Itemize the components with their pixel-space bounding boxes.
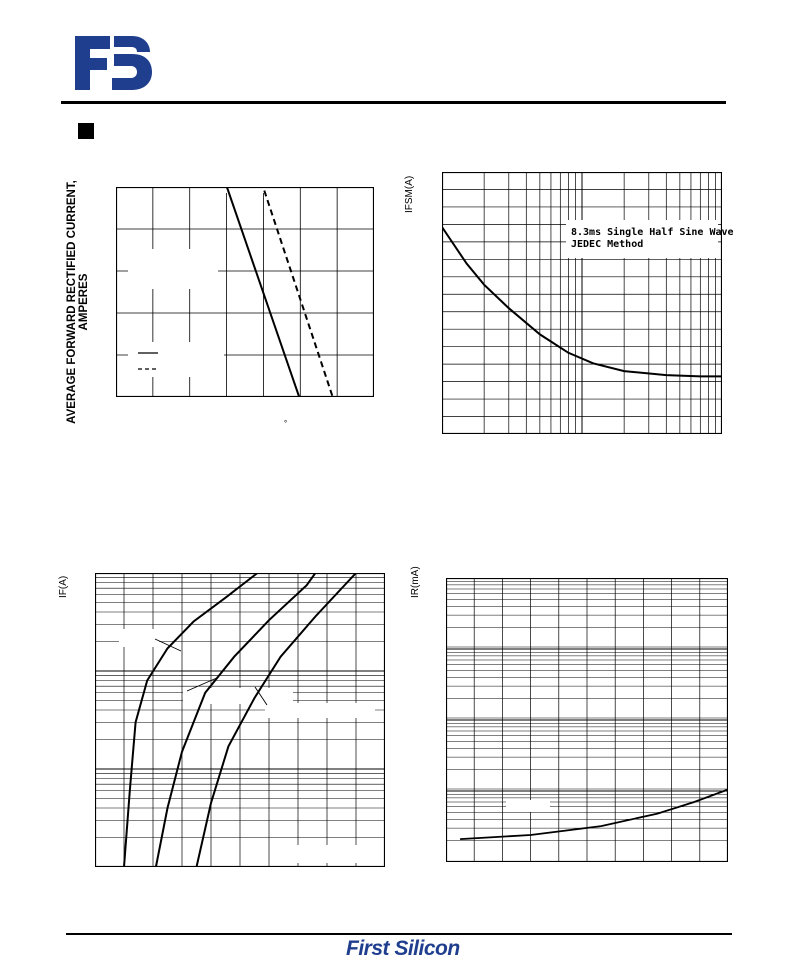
degree-mark: ° bbox=[284, 419, 288, 428]
chart1-ylabel bbox=[66, 172, 90, 432]
fs-logo-icon bbox=[74, 34, 154, 92]
footer-rule bbox=[66, 933, 732, 935]
label-area bbox=[183, 688, 293, 704]
series-line-1 bbox=[460, 790, 728, 840]
header-rule bbox=[61, 101, 726, 104]
label-area bbox=[295, 845, 375, 863]
chart1-ylabel-line2: AMPERES bbox=[78, 273, 90, 331]
section-bullet bbox=[78, 123, 94, 139]
surge-annotation-line1: 8.3ms Single Half Sine Wave bbox=[571, 227, 734, 238]
series-line-1 bbox=[124, 573, 257, 867]
chart2-ylabel: IFSM(A) bbox=[404, 175, 415, 213]
label-area bbox=[128, 249, 218, 289]
surge-annotation-line2: JEDEC Method bbox=[571, 239, 644, 250]
reverse-leakage-chart bbox=[446, 578, 728, 862]
label-area bbox=[506, 800, 550, 812]
series-line-2 bbox=[227, 187, 333, 397]
label-area bbox=[265, 703, 375, 718]
chart1-ylabel-line1: AVERAGE FORWARD RECTIFIED CURRENT, bbox=[66, 180, 78, 424]
surge-current-chart bbox=[442, 172, 722, 434]
brand-footer: First Silicon bbox=[346, 937, 460, 960]
series-line-3 bbox=[197, 573, 357, 867]
chart4-ylabel: IR(mA) bbox=[410, 566, 421, 598]
series-line-2 bbox=[156, 573, 316, 867]
chart3-ylabel: IF(A) bbox=[58, 575, 69, 598]
label-area bbox=[119, 629, 159, 647]
forward-characteristics-chart bbox=[95, 573, 385, 867]
derating-chart bbox=[116, 187, 374, 397]
legend-box bbox=[128, 342, 224, 377]
